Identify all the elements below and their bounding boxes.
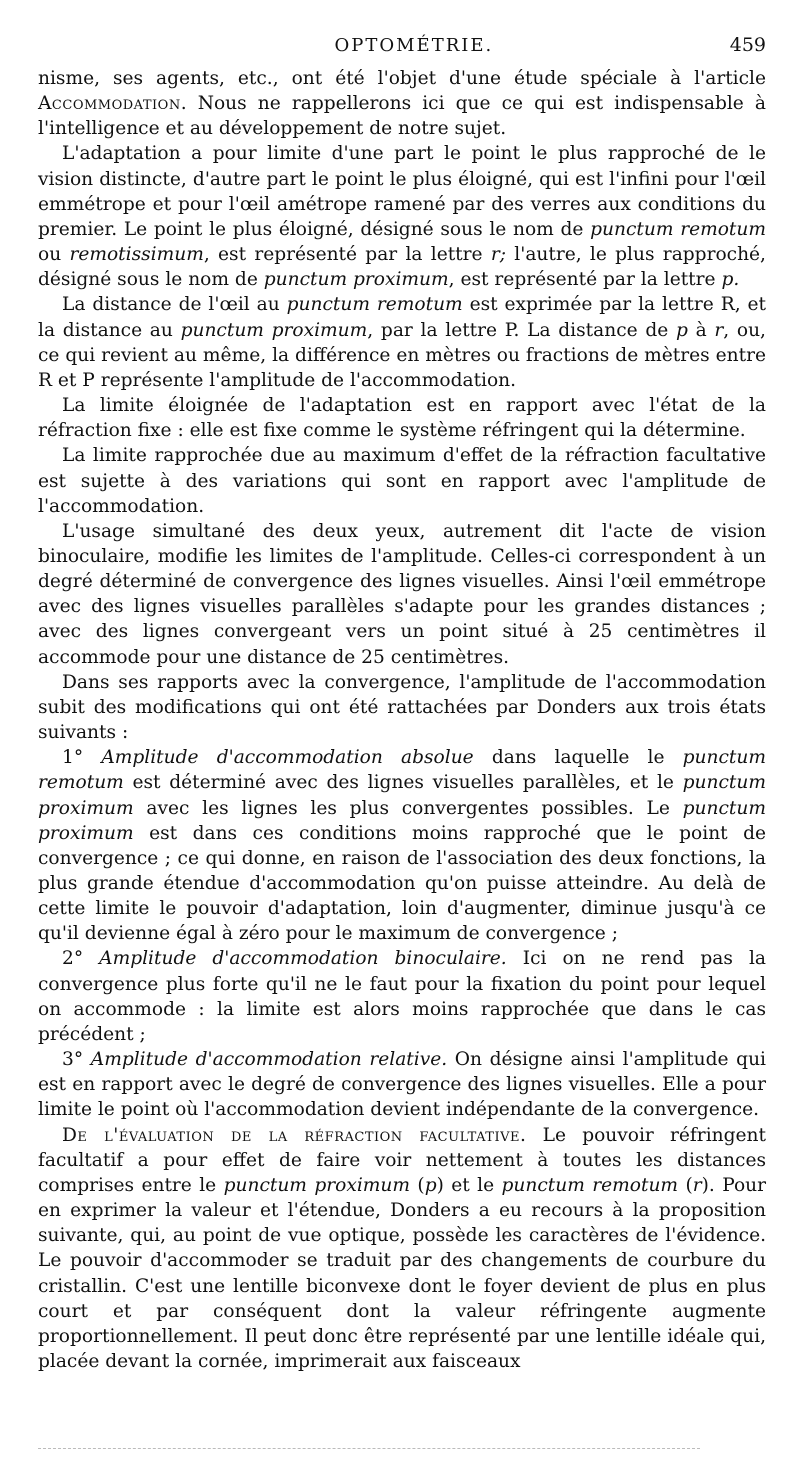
- text-span: 2°: [62, 948, 100, 970]
- text-span: , ou, ce qui revient au même, la différence en mètres ou fractions de mètres entre R et P représente l'amplitude de l'accommodation.: [38, 319, 766, 391]
- running-header: [38, 34, 766, 64]
- italic-span: p: [675, 319, 688, 341]
- text-span: avec les lignes les plus convergentes possibles. Le: [133, 797, 683, 819]
- italic-span: r: [692, 1174, 702, 1196]
- italic-span: punctum proximum: [223, 1174, 411, 1196]
- italic-span: punctum proximum: [180, 319, 368, 341]
- text-span: La limite éloignée de l'adaptation est en rapport avec l'état de la réfraction fixe : elle est fixe comme le système réfringent qui la détermine.: [38, 395, 766, 442]
- text-span: L'adaptation a pour limite d'une part le point le plus rapproché de le vision distincte, d'autre part le point le plus éloigné, qui est l'infini pour l'œil emmétrope et pour l'œil amétrope ramené par des verres aux conditions du premier. Le point le plus éloigné, désigné sous le nom de: [38, 143, 766, 240]
- small-caps-span: De l'évaluation de la réfraction facultative.: [62, 1124, 527, 1146]
- paragraph: [38, 946, 766, 1047]
- text-span: Ici on ne rend pas la convergence plus forte qu'il ne le faut pour la fixation du point pour lequel on accommode : la limite est alors moins rapprochée que dans le cas précédent ;: [38, 948, 766, 1045]
- text-span: 1°: [62, 747, 102, 769]
- running-title: OPTOMÉTRIE.: [334, 35, 494, 56]
- italic-span: punctum proximum: [38, 797, 766, 844]
- text-span: Dans ses rapports avec la convergence, l'amplitude de l'accommodation subit des modifications qui ont été rattachées par Donders aux trois états suivants :: [38, 671, 766, 744]
- paragraph: [38, 393, 766, 443]
- text-span: nisme, ses agents, etc., ont été l'objet d'une étude spéciale à l'article: [38, 68, 766, 89]
- text-span: est déterminé avec des lignes visuelles parallèles, et le: [123, 772, 683, 794]
- italic-span: punctum remotum: [286, 294, 463, 316]
- italic-span: r: [714, 319, 724, 341]
- italic-span: p: [424, 1174, 437, 1196]
- text-span: La distance de l'œil au: [62, 294, 287, 316]
- text-span: . Nous ne rappellerons ici que ce qui est indispensable à l'intelligence et au développement de notre sujet.: [38, 93, 766, 140]
- text-span: l'autre, le plus rapproché, désigné sous le nom de: [38, 244, 766, 291]
- paragraph: [38, 745, 766, 946]
- paragraph: [38, 519, 766, 670]
- italic-span: Amplitude d'accommodation relative.: [90, 1049, 448, 1071]
- text-span: est exprimée par la lettre R, et la distance au: [38, 294, 767, 341]
- italic-span: remotissimum: [69, 244, 204, 266]
- text-span: La limite rapprochée due au maximum d'effet de la réfraction facultative est sujette à des variations qui sont en rapport avec l'amplitude de l'accommodation.: [38, 445, 766, 517]
- text-span: (: [410, 1174, 425, 1196]
- paragraph: [38, 292, 766, 393]
- text-span: à: [687, 319, 715, 341]
- paragraph: [38, 66, 766, 141]
- italic-span: punctum proximum: [38, 772, 766, 819]
- text-span: est dans ces conditions moins rapproché que le point de convergence ; ce qui donne, en raison de l'association des deux fonctions, la plus grande étendue d'accommodation qu'on puisse atteindre. Au delà de cette limite le pouvoir d'adaptation, loin d'augmenter, diminue jusqu'à ce qu'il devienne égal à zéro pour le maximum de convergence ;: [38, 822, 766, 945]
- paragraph: [38, 670, 766, 745]
- text-span: dans laquelle le: [473, 747, 683, 769]
- paragraph: [38, 1123, 766, 1375]
- italic-span: p.: [721, 269, 740, 291]
- text-span: ). Pour en exprimer la valeur et l'étendue, Donders a eu recours à la proposition suivante, qui, au point de vue optique, possède les caractères de l'évidence. Le pouvoir d'accommoder se traduit par des changements de courbure du cristallin. C'est une lentille biconvexe dont le foyer devient de plus en plus court et par conséquent dont la valeur réfringente augmente proportionnellement. Il peut donc être représenté par une lentille idéale qui, placée devant la cornée, imprimerait aux faisceaux: [38, 1174, 767, 1372]
- italic-span: punctum proximum: [263, 269, 449, 291]
- italic-span: punctum remotum: [501, 1174, 679, 1196]
- text-span: (: [678, 1174, 693, 1196]
- footer-rule: [38, 1448, 700, 1449]
- small-caps-span: Accommodation: [38, 93, 181, 115]
- text-span: L'usage simultané des deux yeux, autrement dit l'acte de vision binoculaire, modifie les limites de l'amplitude. Celles-ci correspondent à un degré déterminé de convergence des lignes visuelles. Ainsi l'œil emmétrope avec des lignes visuelles parallèles s'adapte pour les grandes distances ; avec des lignes convergeant vers un point situé à 25 centimètres il accommode pour une distance de 25 centimètres.: [38, 520, 766, 668]
- text-span: , est représenté par la lettre: [203, 244, 491, 266]
- text-span: , par la lettre P. La distance de: [367, 319, 676, 341]
- paragraph: [38, 443, 766, 518]
- text-span: On désigne ainsi l'amplitude qui est en rapport avec le degré de convergence des lignes visuelles. Elle a pour limite le point où l'accommodation devient indépendante de la convergence.: [38, 1049, 766, 1121]
- text-span: , est représenté par la lettre: [448, 269, 722, 291]
- italic-span: Amplitude d'accommodation absolue: [101, 747, 474, 769]
- text-span: ) et le: [436, 1174, 502, 1196]
- italic-span: punctum remotum: [38, 747, 766, 794]
- italic-span: r;: [490, 244, 506, 266]
- text-span: Le pouvoir réfringent facultatif a pour effet de faire voir nettement à toutes les distances comprises entre le: [38, 1124, 766, 1196]
- text-span: 3°: [62, 1049, 91, 1071]
- paragraph: [38, 141, 766, 292]
- body-text: [38, 66, 766, 1374]
- italic-span: punctum remotum: [590, 218, 766, 240]
- text-span: ou: [38, 244, 70, 266]
- page-number: 459: [729, 34, 766, 56]
- italic-span: Amplitude d'accommodation binoculaire.: [99, 948, 507, 970]
- paragraph: [38, 1047, 766, 1122]
